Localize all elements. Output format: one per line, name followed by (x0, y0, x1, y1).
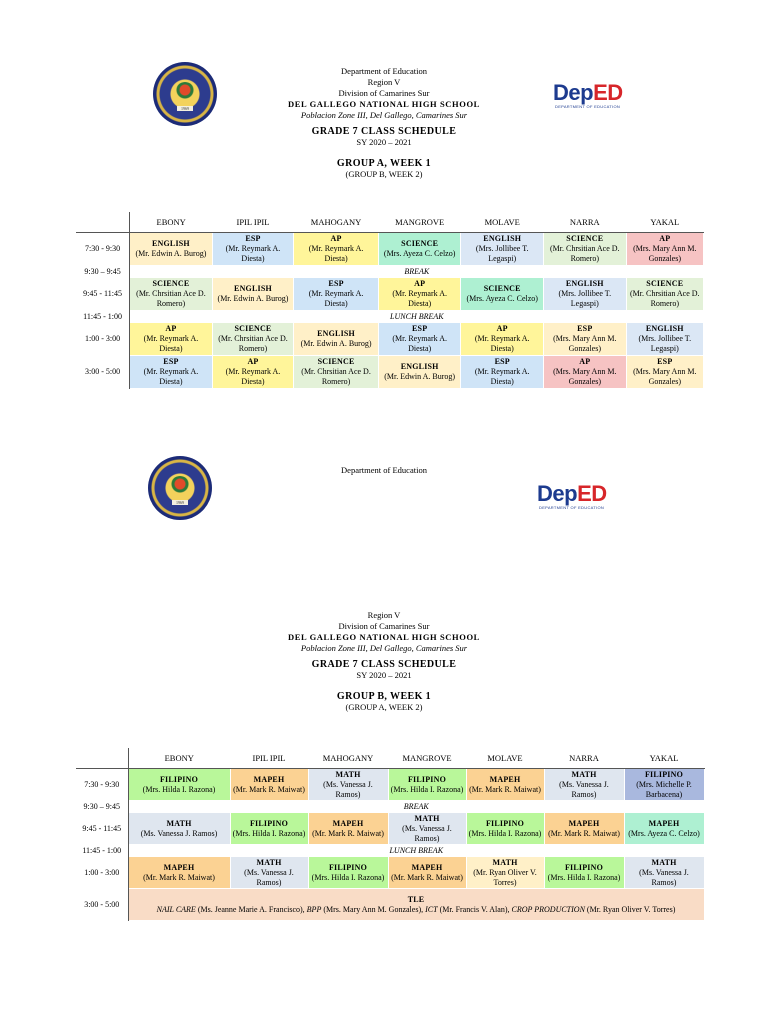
subject: SCIENCE (152, 279, 190, 288)
class-cell (128, 769, 230, 801)
section-header: MANGROVE (378, 212, 461, 233)
subject: MATH (492, 857, 518, 867)
class-cell (544, 323, 627, 356)
subject: MAPEH (568, 818, 600, 828)
teacher: (Mrs. Hilda I. Razona) (547, 872, 621, 882)
group-title: GROUP B, WEEK 1 (336, 691, 432, 702)
subject: ENGLISH (317, 329, 355, 338)
corner-cell (76, 212, 130, 233)
teacher: (Mrs. Ayeza C. Celzo) (466, 294, 538, 303)
teacher: (Mrs. Jollibee T. Legaspi) (475, 244, 529, 263)
subject: ESP (577, 324, 593, 333)
group-title: GROUP A, WEEK 1 (336, 158, 432, 169)
table-row (76, 278, 704, 311)
table-row (76, 769, 704, 801)
tle-course: BPP (306, 904, 322, 914)
time-cell: 9:45 - 11:45 (76, 813, 128, 845)
time-cell: 9:30 – 9:45 (76, 801, 128, 813)
subject: ESP (494, 357, 510, 366)
teacher: (Mr. Ryan Oliver V. Torres) (473, 867, 537, 887)
class-cell (212, 233, 294, 266)
teacher: (Mr. Reymark A. Diesta) (474, 334, 530, 353)
subject: ESP (163, 357, 179, 366)
subject: AP (659, 234, 671, 243)
section-header: IPIL IPIL (212, 212, 294, 233)
subject: MATH (256, 857, 282, 867)
class-cell (294, 323, 379, 356)
subject: ENGLISH (400, 362, 439, 371)
tle-cell (128, 889, 704, 921)
teacher: (Mr. Edwin A. Burog) (300, 339, 372, 348)
class-cell (461, 278, 544, 311)
class-cell (230, 769, 308, 801)
subject: AP (330, 234, 342, 243)
tle-course: ICT (425, 904, 438, 914)
teacher: (Mr. Mark R. Maiwat) (391, 872, 463, 882)
seal-year: 1969 (172, 500, 188, 505)
subject: SCIENCE (483, 284, 521, 293)
subject: AP (496, 324, 508, 333)
teacher: (Mr. Edwin A. Burog) (135, 249, 207, 258)
teacher: (Mr. Reymark A. Diesta) (143, 334, 199, 353)
break-label: BREAK (403, 801, 429, 811)
section-header: IPIL IPIL (230, 748, 308, 769)
subject: ENGLISH (565, 279, 604, 288)
time-cell: 1:00 - 3:00 (76, 857, 128, 889)
teacher: (Mr. Ryan Oliver V. Torres) (584, 904, 676, 914)
teacher: (Ms. Vanessa J. Ramos) (323, 779, 373, 799)
table-row (76, 813, 704, 845)
deped-logo: DepED DEPARTMENT OF EDUCATION (553, 80, 623, 109)
time-cell: 11:45 - 1:00 (76, 311, 130, 323)
section-header: EBONY (130, 212, 213, 233)
table-row (76, 233, 704, 266)
subject: SCIENCE (566, 234, 604, 243)
class-cell (130, 233, 213, 266)
teacher: (Mrs. Hilda I. Razona) (232, 828, 306, 838)
time-cell: 7:30 - 9:30 (76, 769, 128, 801)
teacher: (Mr. Chrsitian Ace D. Romero) (630, 289, 700, 308)
class-cell (544, 857, 624, 889)
section-header: EBONY (128, 748, 230, 769)
subject: TLE (407, 894, 425, 904)
teacher: (Mrs. Hilda I. Razona) (468, 828, 542, 838)
subject: AP (579, 357, 591, 366)
subject: FILIPINO (485, 818, 525, 828)
class-cell (624, 857, 704, 889)
class-cell (461, 323, 544, 356)
teacher: (Mrs. Ayeza C. Celzo) (383, 249, 456, 258)
teacher: (Mr. Chrsitian Ace D. Romero) (136, 289, 206, 308)
subject: ESP (412, 324, 428, 333)
subject: FILIPINO (159, 774, 199, 784)
time-cell: 9:45 - 11:45 (76, 278, 130, 311)
class-cell (294, 233, 379, 266)
class-cell (466, 813, 544, 845)
table-row (76, 356, 704, 389)
corner-cell (76, 748, 128, 769)
schedule-table-a (76, 212, 704, 389)
teacher: (Mr. Mark R. Maiwat) (548, 828, 620, 838)
subject: ENGLISH (645, 324, 684, 333)
break-row (76, 266, 704, 278)
class-cell (308, 769, 388, 801)
teacher: (Mr. Reymark A. Diesta) (308, 289, 364, 308)
class-cell (212, 278, 294, 311)
table-row (76, 323, 704, 356)
teacher: (Mrs. Hilda I. Razona) (311, 872, 385, 882)
torch-emblem-icon (170, 476, 190, 496)
class-cell (130, 278, 213, 311)
schedule-title: GRADE 7 CLASS SCHEDULE (311, 659, 457, 670)
teacher: (Mr. Chrsitian Ace D. Romero) (301, 367, 371, 386)
class-cell (626, 323, 703, 356)
section-header: MAHOGANY (308, 748, 388, 769)
subject: AP (247, 357, 259, 366)
class-cell (461, 233, 544, 266)
section-header: MOLAVE (461, 212, 544, 233)
school-address: Poblacion Zone III, Del Gallego, Camarines Sur (300, 643, 468, 653)
region: Region V (367, 610, 401, 620)
subject: MATH (335, 769, 361, 779)
teacher: (Mrs. Mary Ann M. Gonzales) (553, 367, 617, 386)
subject: SCIENCE (646, 279, 684, 288)
class-cell (626, 356, 703, 389)
subject: MAPEH (648, 818, 680, 828)
school-name: DEL GALLEGO NATIONAL HIGH SCHOOL (288, 632, 480, 642)
class-cell (128, 857, 230, 889)
teacher: (Mrs. Jollibee T. Legaspi) (558, 289, 612, 308)
lunch-label: LUNCH BREAK (389, 845, 444, 855)
tle-details (131, 905, 702, 915)
teacher: (Mr. Edwin A. Burog) (217, 294, 289, 303)
time-cell: 1:00 - 3:00 (76, 323, 130, 356)
tle-row (76, 889, 704, 921)
class-cell (461, 356, 544, 389)
teacher: (Mr. Mark R. Maiwat) (312, 828, 384, 838)
section-header: NARRA (544, 212, 627, 233)
teacher: (Mr. Edwin A. Burog) (384, 372, 456, 381)
teacher: (Ms. Vanessa J. Ramos) (559, 779, 609, 799)
teacher: (Ms. Vanessa J. Ramos) (639, 867, 689, 887)
section-header: MAHOGANY (294, 212, 379, 233)
class-cell (378, 356, 461, 389)
break-row (76, 801, 704, 813)
teacher: (Ms. Jeanne Marie A. Francisco), (195, 904, 307, 914)
class-cell (388, 857, 466, 889)
class-cell (544, 356, 627, 389)
subject: MAPEH (411, 862, 443, 872)
subject: FILIPINO (328, 862, 368, 872)
lunch-label: LUNCH BREAK (390, 311, 444, 321)
department-name: Department of Education (341, 66, 427, 76)
teacher: (Mr. Chrsitian Ace D. Romero) (550, 244, 620, 263)
teacher: (Mrs. Mary Ann M. Gonzales), (321, 904, 426, 914)
teacher: (Mr. Chrsitian Ace D. Romero) (218, 334, 288, 353)
header-block-a (0, 66, 768, 180)
class-cell (230, 857, 308, 889)
schedule-table-b (76, 748, 705, 921)
subject: MAPEH (332, 818, 364, 828)
subject: MATH (166, 818, 192, 828)
subject: MAPEH (253, 774, 285, 784)
class-cell (626, 278, 703, 311)
class-cell (466, 769, 544, 801)
class-cell (308, 857, 388, 889)
time-cell: 7:30 - 9:30 (76, 233, 130, 266)
subject: FILIPINO (644, 769, 684, 779)
teacher: (Mr. Reymark A. Diesta) (392, 289, 447, 308)
teacher: (Mrs. Jollibee T. Legaspi) (638, 334, 692, 353)
subject: ESP (328, 279, 344, 288)
class-cell (388, 769, 466, 801)
subject: ENGLISH (234, 284, 272, 293)
class-cell (544, 813, 624, 845)
teacher: (Mr. Francis V. Alan), (437, 904, 512, 914)
break-label: BREAK (404, 266, 430, 276)
division: Division of Camarines Sur (338, 88, 430, 98)
teacher: (Mrs. Mary Ann M. Gonzales) (553, 334, 617, 353)
class-cell (624, 769, 704, 801)
subject: SCIENCE (234, 324, 272, 333)
teacher: (Mr. Mark R. Maiwat) (143, 872, 215, 882)
subject: MATH (651, 857, 677, 867)
table-header-row (76, 212, 704, 233)
school-year: SY 2020 – 2021 (356, 137, 412, 147)
teacher: (Mr. Mark R. Maiwat) (233, 784, 305, 794)
class-cell (388, 813, 466, 845)
section-header: MOLAVE (466, 748, 544, 769)
teacher: (Mr. Reymark A. Diesta) (308, 244, 364, 263)
section-header: NARRA (544, 748, 624, 769)
department-name: Department of Education (341, 465, 427, 475)
teacher: (Ms. Vanessa J. Ramos) (140, 828, 218, 838)
class-cell (624, 813, 704, 845)
teacher: (Mrs. Hilda I. Razona) (142, 784, 216, 794)
subject: MAPEH (489, 774, 521, 784)
subject: SCIENCE (401, 239, 439, 248)
section-header: MANGROVE (388, 748, 466, 769)
class-cell (544, 233, 627, 266)
class-cell (128, 813, 230, 845)
teacher: (Mrs. Ayeza C. Celzo) (628, 828, 700, 838)
teacher: (Mrs. Hilda I. Razona) (390, 784, 464, 794)
subject: ENGLISH (483, 234, 522, 243)
time-cell: 3:00 - 5:00 (76, 889, 128, 921)
subject: FILIPINO (249, 818, 289, 828)
teacher: (Mr. Reymark A. Diesta) (143, 367, 199, 386)
teacher: (Mr. Reymark A. Diesta) (225, 367, 281, 386)
school-address: Poblacion Zone III, Del Gallego, Camarines Sur (300, 110, 468, 120)
schedule-title: GRADE 7 CLASS SCHEDULE (311, 126, 457, 137)
header-block-b (0, 610, 768, 713)
teacher: (Mr. Reymark A. Diesta) (474, 367, 530, 386)
lunch-row (76, 845, 704, 857)
teacher: (Ms. Vanessa J. Ramos) (402, 823, 452, 843)
subject: AP (165, 324, 177, 333)
subject: AP (414, 279, 426, 288)
class-cell (378, 323, 461, 356)
subject: MATH (414, 813, 440, 823)
seal-year: 1969 (177, 106, 193, 111)
class-cell (544, 278, 627, 311)
group-subtitle: (GROUP A, WEEK 2) (345, 702, 423, 712)
section-header: YAKAL (624, 748, 704, 769)
group-subtitle: (GROUP B, WEEK 2) (345, 169, 423, 179)
department-line-b (0, 465, 768, 476)
tle-course: CROP PRODUCTION (511, 904, 585, 914)
subject: FILIPINO (564, 862, 604, 872)
subject: MAPEH (163, 862, 195, 872)
subject: ESP (245, 234, 261, 243)
class-cell (212, 323, 294, 356)
school-year: SY 2020 – 2021 (356, 670, 412, 680)
teacher: (Mr. Reymark A. Diesta) (392, 334, 447, 353)
class-cell (130, 323, 213, 356)
teacher: (Mrs. Mary Ann M. Gonzales) (633, 244, 697, 263)
class-cell (466, 857, 544, 889)
class-cell (544, 769, 624, 801)
division: Division of Camarines Sur (338, 621, 430, 631)
time-cell: 11:45 - 1:00 (76, 845, 128, 857)
subject: FILIPINO (407, 774, 447, 784)
time-cell: 3:00 - 5:00 (76, 356, 130, 389)
teacher: (Mr. Mark R. Maiwat) (469, 784, 541, 794)
subject: MATH (571, 769, 597, 779)
class-cell (230, 813, 308, 845)
class-cell (294, 356, 379, 389)
teacher: (Ms. Vanessa J. Ramos) (244, 867, 294, 887)
class-cell (294, 278, 379, 311)
time-cell: 9:30 – 9:45 (76, 266, 130, 278)
teacher: (Mrs. Mary Ann M. Gonzales) (633, 367, 697, 386)
deped-logo: DepED DEPARTMENT OF EDUCATION (537, 481, 607, 510)
class-cell (212, 356, 294, 389)
table-row (76, 857, 704, 889)
class-cell (308, 813, 388, 845)
subject: ENGLISH (152, 239, 190, 248)
teacher: (Mrs. Michelle P. Barbacena) (636, 779, 692, 799)
class-cell (626, 233, 703, 266)
lunch-row (76, 311, 704, 323)
section-header: YAKAL (626, 212, 703, 233)
subject: SCIENCE (317, 357, 355, 366)
school-name: DEL GALLEGO NATIONAL HIGH SCHOOL (288, 99, 480, 109)
teacher: (Mr. Reymark A. Diesta) (225, 244, 281, 263)
table-header-row (76, 748, 704, 769)
tle-course: NAIL CARE (156, 904, 196, 914)
class-cell (378, 278, 461, 311)
class-cell (378, 233, 461, 266)
region: Region V (367, 77, 401, 87)
class-cell (130, 356, 213, 389)
subject: ESP (657, 357, 673, 366)
